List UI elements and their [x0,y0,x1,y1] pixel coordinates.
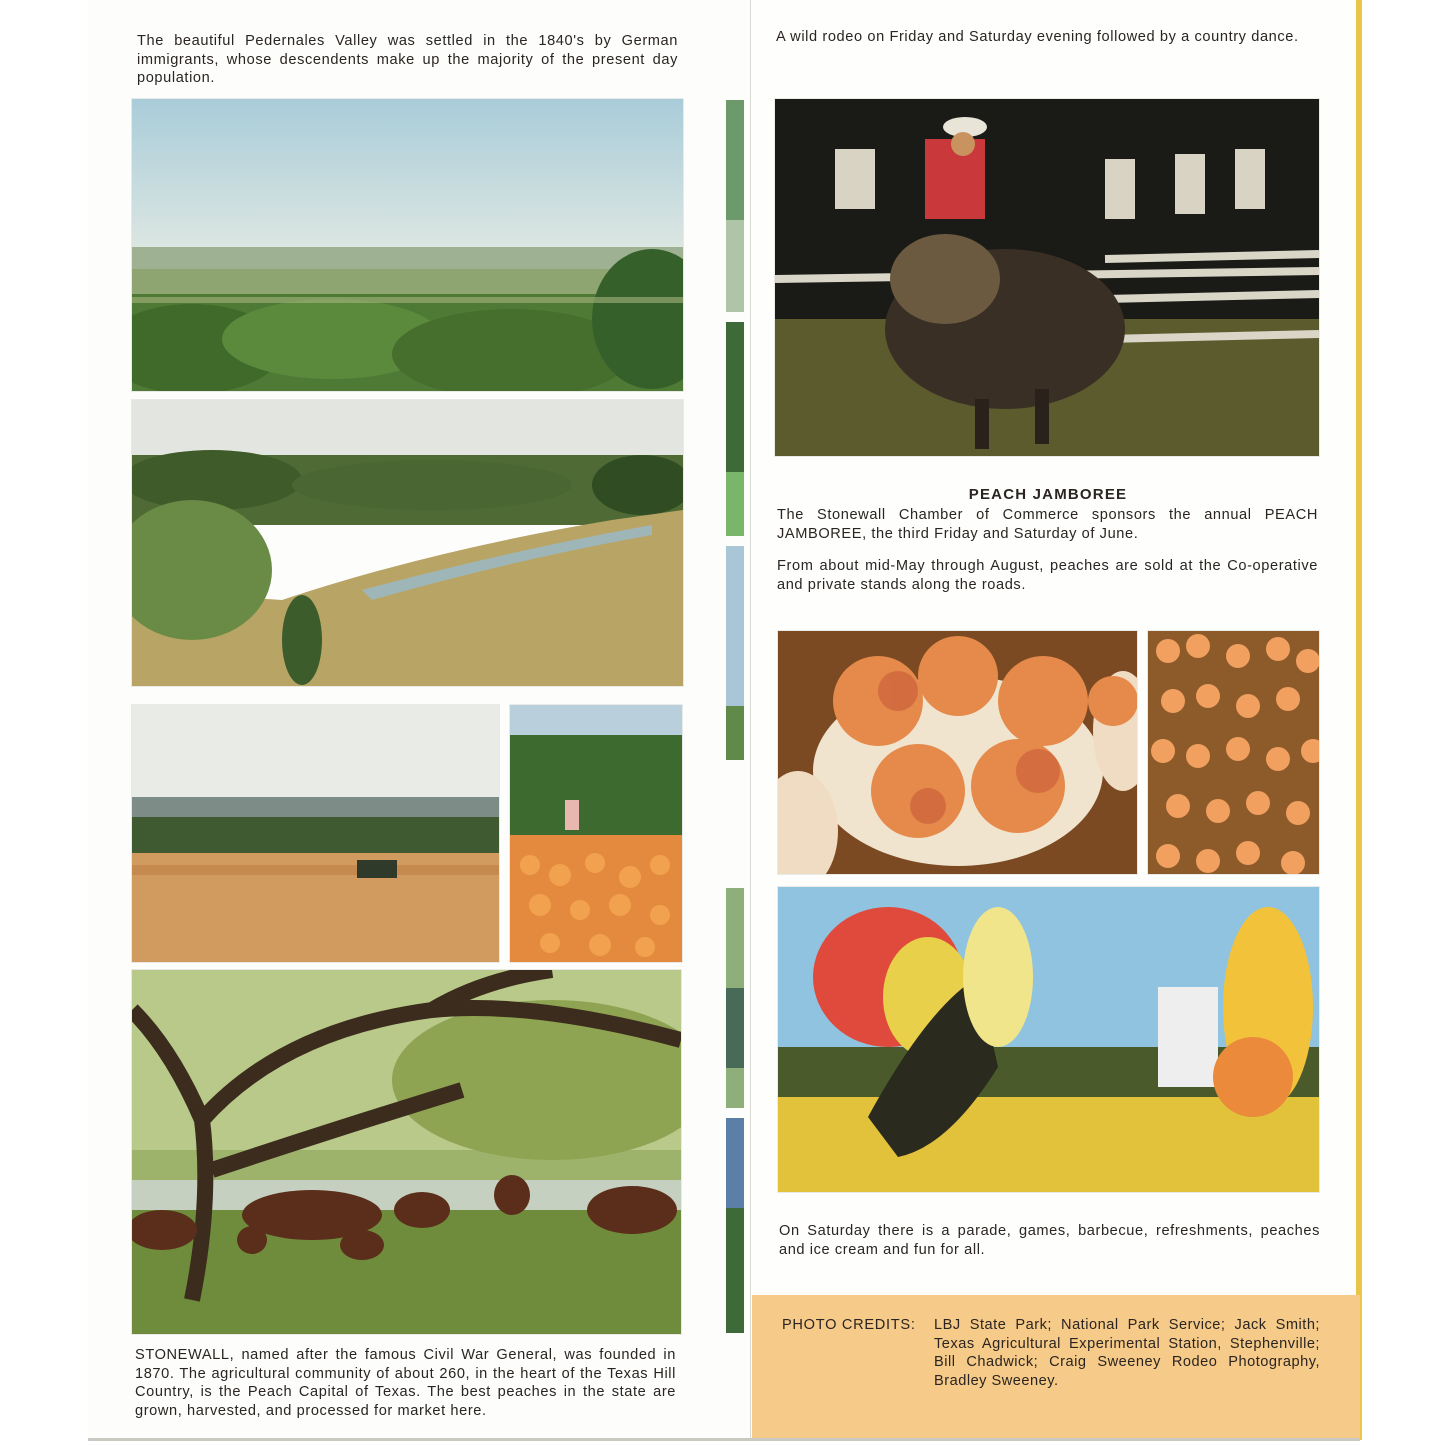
jamboree-heading: PEACH JAMBOREE [968,486,1128,503]
stonewall-paragraph: STONEWALL, named after the famous Civil War General, was founded in 1870. The agricultural community of about 260, in the heart of the Texas Hill Country, is the Peach Capital of Texas. The best peaches in the state are grown, harvested, and processed for market here. [135,1347,676,1419]
rodeo-paragraph: A wild rodeo on Friday and Saturday evening followed by a country dance. [776,29,1299,45]
rodeo-bull-riding-photo [774,98,1320,457]
peach-baskets-photo [1147,630,1320,875]
peach-plate-photo [777,630,1138,875]
page-edge [1356,0,1362,1440]
oak-cattle-photo [131,969,682,1335]
jamboree-paragraph: The Stonewall Chamber of Commerce sponsors the annual PEACH JAMBOREE, the third Friday and Saturday of June. [777,507,1318,542]
gutter-photo-strip [726,888,744,1108]
gutter-photo-strip [726,1118,744,1333]
peach-season-paragraph: From about mid-May through August, peaches are sold at the Co-operative and private stands along the roads. [777,558,1318,593]
gutter-photo-strip [726,546,744,760]
photo-credits-box [752,1295,1360,1438]
photo-credits-label: PHOTO CREDITS: [782,1317,916,1333]
page-bottom-edge [88,1438,1360,1441]
peach-harvest-photo [509,704,683,963]
valley-landscape-photo [131,98,684,392]
gutter-photo-strip [726,100,744,312]
intro-paragraph: The beautiful Pedernales Valley was settled in the 1840's by German immigrants, whose descendents make up the majority of the present day population. [137,33,678,87]
parade-float-photo [777,886,1320,1193]
river-meadow-photo [131,399,684,687]
gutter-photo-strip [726,322,744,536]
photo-credits-text: LBJ State Park; National Park Service; Jack Smith; Texas Agricultural Experimental Station, Stephenville; Bill Chadwick; Craig Sweeney Rodeo Photography, Bradley Sweeney. [934,1317,1320,1389]
tractor-field-photo [131,704,500,963]
saturday-paragraph: On Saturday there is a parade, games, barbecue, refreshments, peaches and ice cream and fun for all. [779,1223,1320,1258]
